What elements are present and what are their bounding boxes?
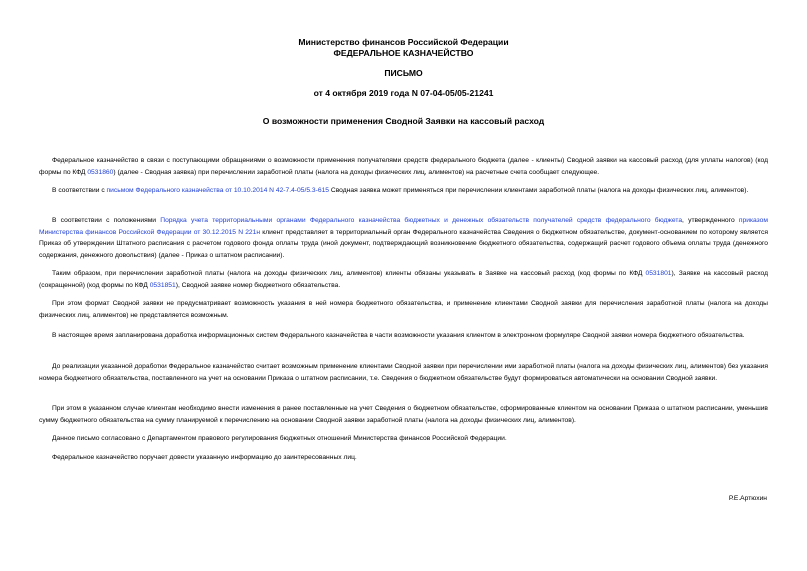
paragraph-8: При этом в указанном случае клиентам необходимо внести изменения в ранее поставленные на учет Сведения о бюджетном обязательстве, сформированные клиентом на основании Приказа о штатном расписании, уменьшив сумму бюджетного обязательства на сумму планируемой к перечислению на основании Сводной заявки заработной платы (налога на доходы физических лиц, алиментов). <box>39 405 768 424</box>
paragraph-text: Федеральное казначейство в связи с поступающими обращениями о возможности применения получателями средств федерального бюджета (далее - клиенты) Сводной заявки на кассовый расход (для уплаты налогов) (код формы по КФД <box>39 157 768 176</box>
paragraph-1 <box>39 155 768 178</box>
minfin-order-link[interactable]: приказом Министерства финансов Российской Федерации от 30.12.2015 N 221н <box>39 217 768 236</box>
paragraph-text: ), Сводной заявке номер бюджетного обязательства. <box>175 281 341 289</box>
paragraph-2 <box>39 185 768 197</box>
treasury-name: ФЕДЕРАЛЬНОЕ КАЗНАЧЕЙСТВО <box>333 48 474 58</box>
paragraph-7: До реализации указанной доработки Федеральное казначейство считает возможным применение клиентами Сводной заявки при перечислении ими заработной платы (налога на доходы физических лиц, алиментов) без указания номера бюджетного обязательства, поставленного на учет на основании Приказа о штатном расписании, т.е. Сведения о бюджетном обязательстве будут формироваться автоматически на основании Сводной заявки. <box>39 363 768 382</box>
paragraph-text: В соответствии с положениями <box>52 217 161 224</box>
paragraph-text: В соответствии с <box>52 187 107 194</box>
paragraph-5: При этом формат Сводной заявки не предусматривает возможность указания в ней номера бюджетного обязательства, и применение клиентами Сводной заявки для перечисления заработной платы (налога на доходы физических лиц, алиментов) не представляется возможным. <box>39 300 768 319</box>
paragraph-text: Таким образом, при перечислении заработной платы (налога на доходы физических лиц, алиментов) клиенты обязаны указывать в Заявке на кассовый расход (код формы по КФД <box>52 270 646 277</box>
paragraph-10: Федеральное казначейство поручает довести указанную информацию до заинтересованных лиц. <box>52 454 357 461</box>
accounting-procedure-link[interactable]: Порядка учета территориальными органами Федерального казначейства бюджетных и денежных обязательств получателей средств федерального бюджета <box>160 217 683 224</box>
paragraph-6: В настоящее время запланирована доработка информационных систем Федерального казначейства в части возможности указания клиентом в электронном формуляре Сводной заявки номера бюджетного обязательства. <box>52 332 745 339</box>
kfd-0531851-link[interactable]: 0531851 <box>149 281 176 289</box>
treasury-letter-link[interactable]: письмом Федерального казначейства от 10.10.2014 N 42-7.4-05/5.3-615 <box>106 187 330 194</box>
paragraph-3 <box>39 215 768 261</box>
paragraph-9: Данное письмо согласовано с Департаментом правового регулирования бюджетных отношений Министерства финансов Российской Федерации. <box>52 435 507 442</box>
paragraph-4 <box>39 268 768 291</box>
paragraph-text: ), Заявке на кассовый расход (сокращенной) (код формы по КФД <box>39 270 768 289</box>
kfd-0531860-link[interactable]: 0531860 <box>87 168 114 176</box>
document-type: ПИСЬМО <box>384 68 423 78</box>
paragraph-text: ) (далее - Сводная заявка) при перечислении заработной платы (налога на доходы физических лиц, алиментов) на расчетные счета сообщает следующее. <box>113 168 600 176</box>
document-subject: О возможности применения Сводной Заявки на кассовый расход <box>262 116 545 126</box>
kfd-0531801-link[interactable]: 0531801 <box>645 270 672 277</box>
ministry-name: Министерство финансов Российской Федерации <box>298 37 509 47</box>
paragraph-text: Сводная заявка может применяться при перечислении клиентами заработной платы (налога на доходы физических лиц, алиментов). <box>329 187 749 194</box>
signature: Р.Е.Артюхин <box>728 495 767 502</box>
paragraph-text: клиент представляет в территориальный орган Федерального казначейства Сведения о бюджетном обязательстве, документ-основанием по которому является Приказ об утверждении Штатного расписания с расчетом годового фонда оплаты труда (иной документ, подтверждающий возникновение бюджетного обязательства, содержащий расчет годового объема оплаты труда (денежного содержания, денежного довольствия) (далее - Приказ о штатном расписании). <box>39 228 769 259</box>
document-date-number: от 4 октября 2019 года N 07-04-05/05-21241 <box>313 88 494 98</box>
paragraph-text: , утвержденного <box>682 217 739 224</box>
